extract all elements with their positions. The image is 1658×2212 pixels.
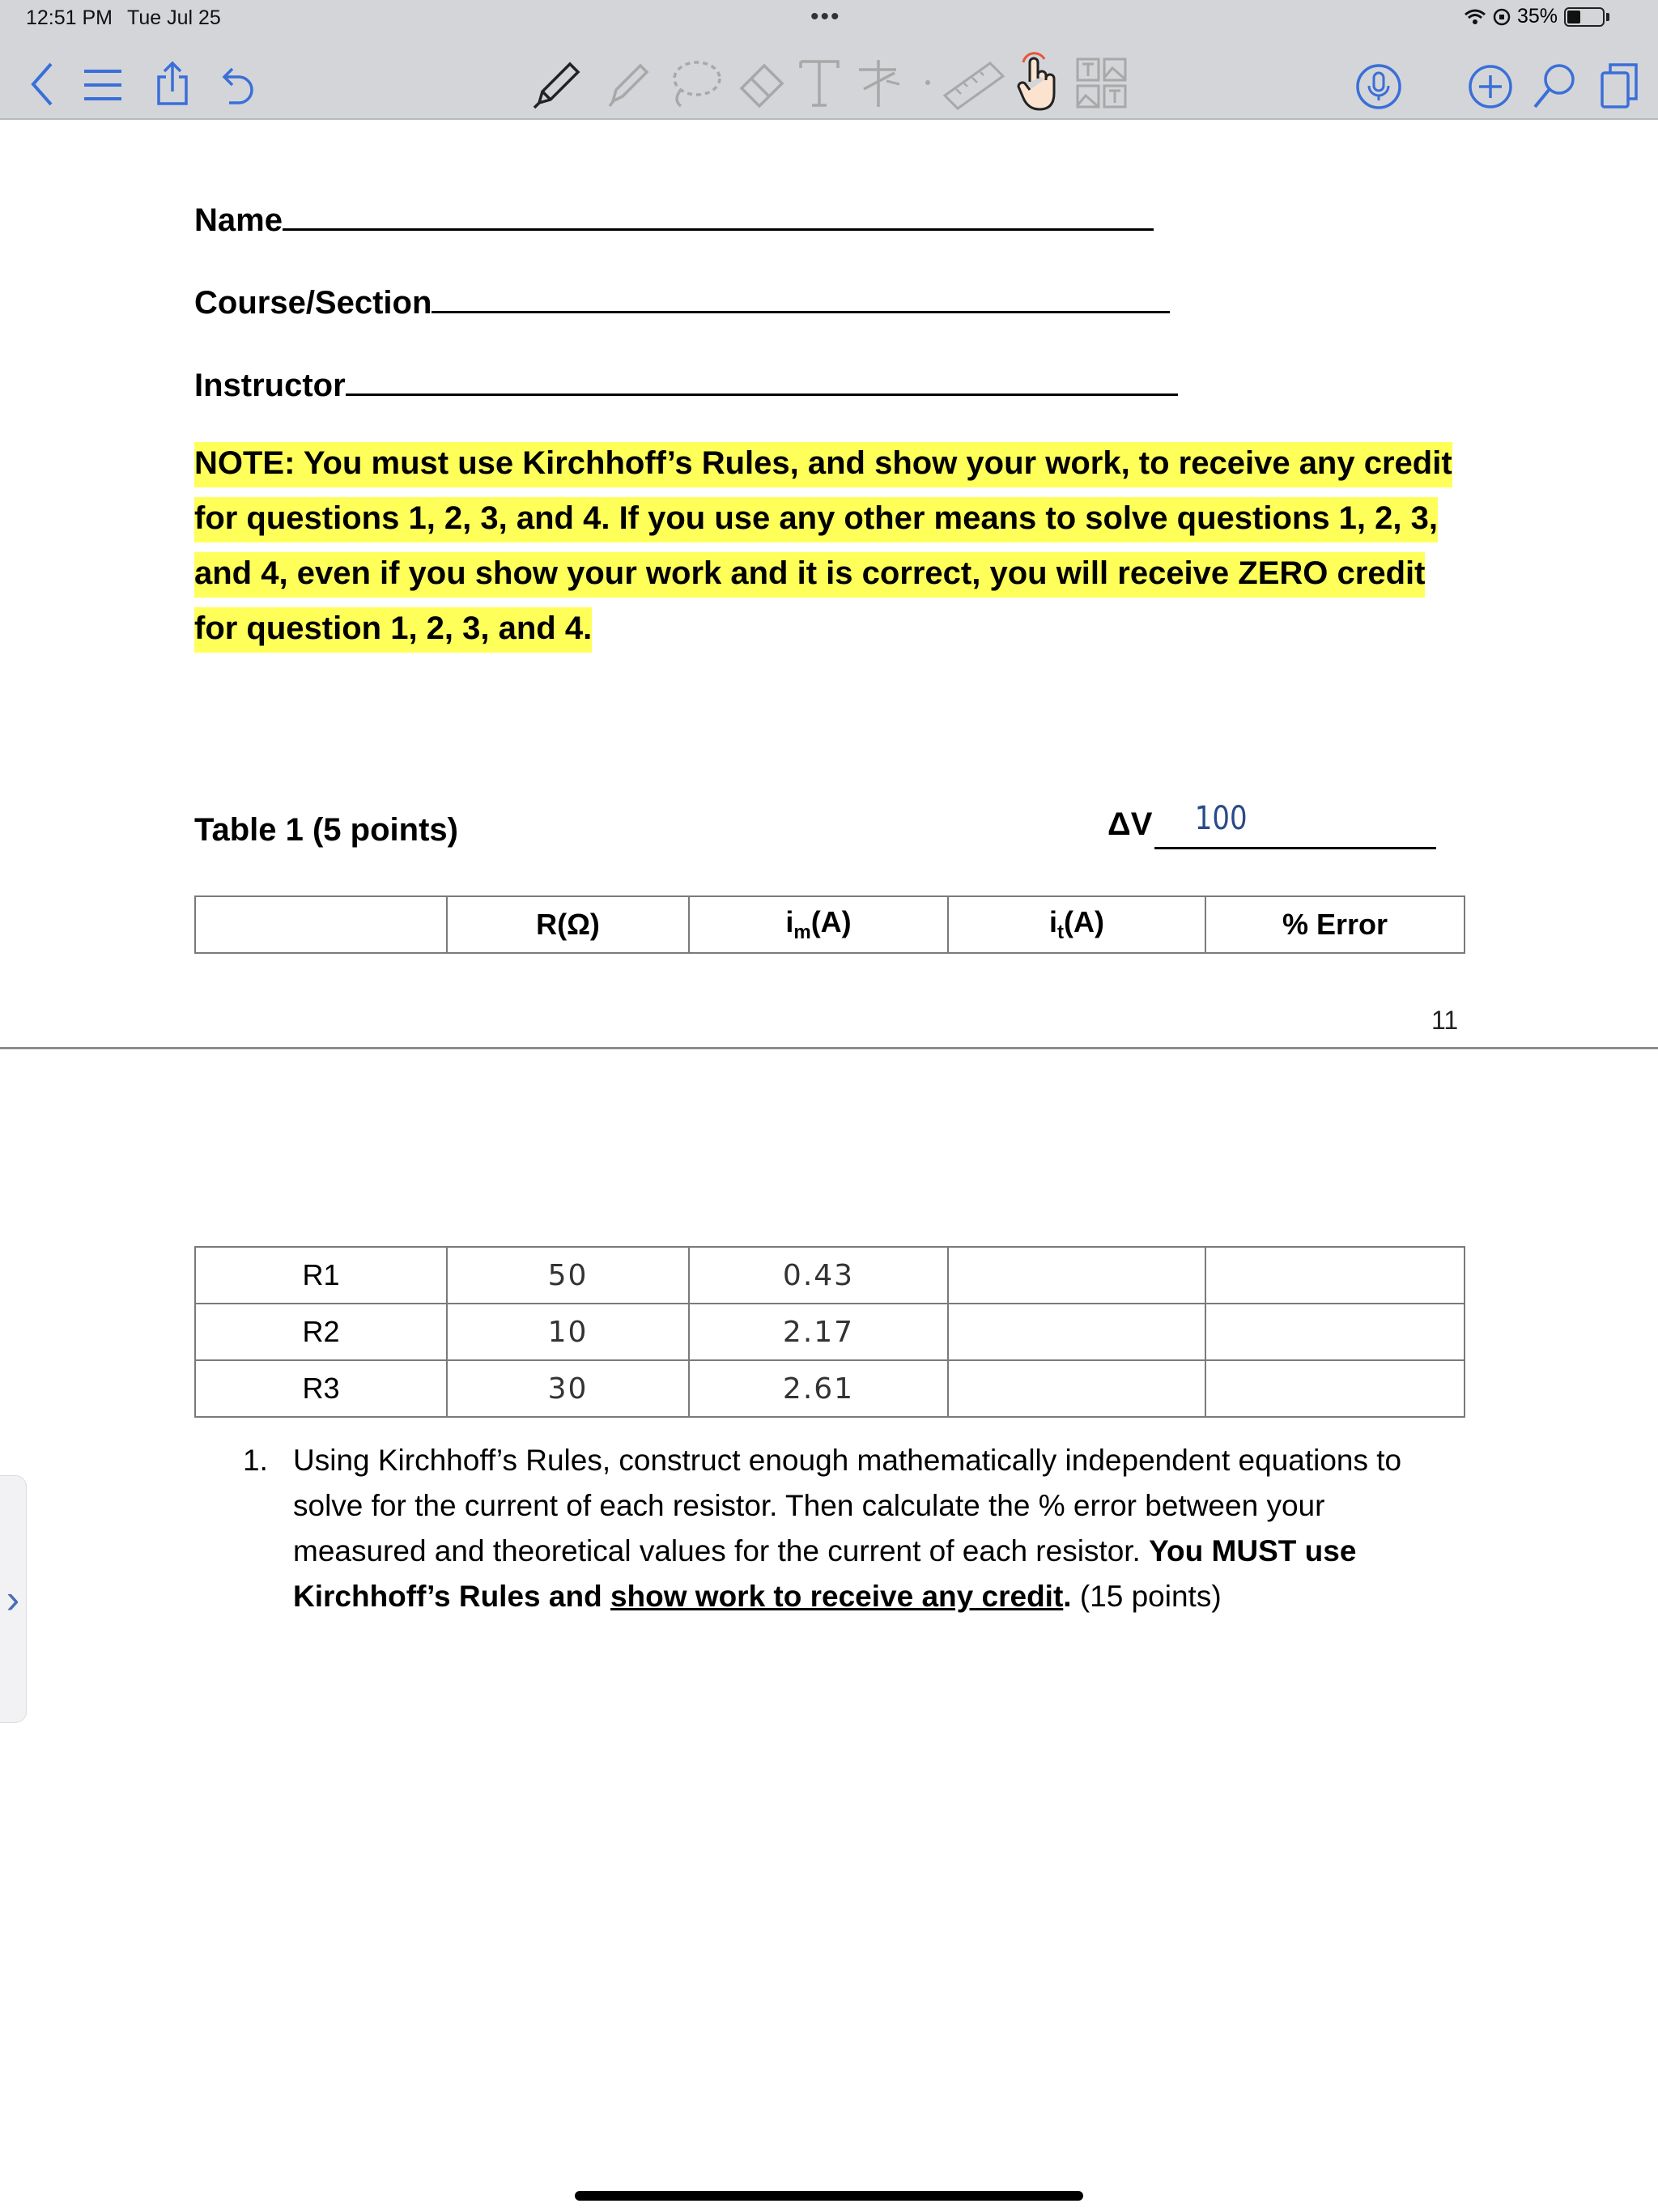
name-field[interactable] — [194, 199, 1154, 239]
instructor-label: Instructor — [194, 368, 346, 403]
delta-v-blank-line[interactable] — [1154, 847, 1436, 849]
outline-list-icon[interactable] — [81, 65, 125, 105]
course-field[interactable] — [194, 282, 1170, 321]
measured-current-value[interactable]: 0.43 — [689, 1247, 948, 1304]
highlighter-icon[interactable] — [599, 57, 656, 112]
app-toolbar — [0, 0, 1658, 120]
table-row — [195, 1247, 1465, 1304]
resistor-data-table — [194, 1246, 1465, 1418]
question-bold-end: . — [1063, 1580, 1072, 1613]
theoretical-current-cell[interactable] — [948, 1247, 1205, 1304]
note-line: and 4, even if you show your work and it is correct, you will receive ZERO credit — [194, 552, 1425, 598]
eraser-icon[interactable] — [732, 57, 792, 112]
toolbar-separator-dot — [920, 74, 936, 91]
multitasking-dots-icon[interactable]: ••• — [810, 3, 841, 30]
name-blank-line[interactable] — [283, 199, 1154, 231]
table-row — [195, 1360, 1465, 1417]
note-line: for question 1, 2, 3, and 4. — [194, 607, 592, 653]
element-icon[interactable] — [852, 55, 908, 112]
table-row — [195, 1304, 1465, 1360]
ruler-icon[interactable] — [939, 57, 1009, 112]
header-percent-error: % Error — [1205, 896, 1465, 953]
note-line: for questions 1, 2, 3, and 4. If you use any other means to solve questions 1, 2, 3, — [194, 497, 1438, 542]
status-date: Tue Jul 25 — [127, 6, 221, 29]
pages-icon[interactable] — [1596, 60, 1642, 112]
undo-icon[interactable] — [215, 62, 256, 108]
name-label: Name — [194, 202, 283, 238]
question-underline: show work to receive any credit — [610, 1580, 1064, 1613]
resistance-value[interactable]: 50 — [447, 1247, 689, 1304]
back-chevron-icon[interactable] — [24, 60, 60, 108]
page-number-footer: 11 — [1431, 1006, 1459, 1035]
im-main: i — [785, 905, 794, 938]
measured-current-value[interactable]: 2.61 — [689, 1360, 948, 1417]
row-label: R2 — [195, 1304, 447, 1360]
battery-icon — [1564, 7, 1605, 27]
resistance-value[interactable]: 10 — [447, 1304, 689, 1360]
row-label: R3 — [195, 1360, 447, 1417]
document-page-1[interactable] — [0, 120, 1658, 1049]
table-title: Table 1 (5 points) — [194, 812, 458, 848]
question-body: Using Kirchhoff’s Rules, construct enough mathematically independent equations to solve for the current of each resistor. Then calculate the % error between your measured and theoretical values for the current of each resistor. — [293, 1444, 1402, 1568]
text-tool-icon[interactable] — [795, 55, 844, 112]
orientation-lock-icon — [1493, 8, 1511, 26]
percent-error-cell[interactable] — [1205, 1247, 1465, 1304]
theoretical-current-cell[interactable] — [948, 1304, 1205, 1360]
header-theoretical-current — [948, 896, 1205, 953]
im-unit: (A) — [810, 905, 852, 938]
course-label: Course/Section — [194, 285, 432, 321]
delta-v-label: ΔV — [1107, 806, 1153, 842]
kirchhoff-note — [194, 436, 1465, 656]
side-panel-handle[interactable] — [0, 1475, 27, 1723]
resistance-value[interactable]: 30 — [447, 1360, 689, 1417]
note-line: NOTE: You must use Kirchhoff’s Rules, and show your work, to receive any credit — [194, 442, 1452, 487]
measured-current-value[interactable]: 2.17 — [689, 1304, 948, 1360]
header-measured-current — [689, 896, 948, 953]
theoretical-current-cell[interactable] — [948, 1360, 1205, 1417]
header-blank-cell[interactable] — [195, 896, 447, 953]
wifi-icon — [1464, 8, 1486, 26]
it-unit: (A) — [1064, 905, 1104, 938]
it-main: i — [1049, 905, 1058, 938]
battery-level — [1567, 11, 1580, 23]
battery-tip — [1606, 13, 1609, 21]
lasso-icon[interactable] — [664, 57, 725, 112]
row-label: R1 — [195, 1247, 447, 1304]
question-points: (15 points) — [1071, 1580, 1222, 1613]
delta-v-handwritten-value: 100 — [1194, 800, 1248, 837]
pen-icon[interactable] — [528, 57, 588, 112]
question-1 — [243, 1438, 1441, 1619]
instructor-field[interactable] — [194, 364, 1178, 404]
instructor-blank-line[interactable] — [346, 364, 1178, 396]
image-text-icon[interactable] — [1073, 55, 1130, 112]
table-header — [194, 895, 1465, 954]
im-subscript: m — [793, 921, 811, 943]
document-page-2[interactable] — [0, 1053, 1658, 2212]
chevron-right-icon: › — [6, 1576, 20, 1622]
battery-percent: 35% — [1516, 5, 1558, 28]
question-bold: You MUST use Kirchhoff’s Rules and — [293, 1534, 1357, 1613]
hand-pointer-icon[interactable] — [1012, 53, 1064, 113]
add-page-icon[interactable] — [1465, 62, 1516, 112]
search-icon[interactable] — [1530, 60, 1579, 112]
it-subscript: t — [1057, 921, 1065, 943]
share-icon[interactable] — [152, 58, 193, 108]
question-number: 1. — [243, 1444, 268, 1477]
status-time: 12:51 PM — [26, 6, 113, 29]
percent-error-cell[interactable] — [1205, 1304, 1465, 1360]
question-text — [293, 1438, 1441, 1619]
home-indicator[interactable] — [575, 2191, 1083, 2201]
status-indicators — [1464, 5, 1609, 28]
course-blank-line[interactable] — [432, 282, 1170, 313]
microphone-icon[interactable] — [1354, 62, 1404, 112]
header-resistance: R(Ω) — [447, 896, 689, 953]
percent-error-cell[interactable] — [1205, 1360, 1465, 1417]
